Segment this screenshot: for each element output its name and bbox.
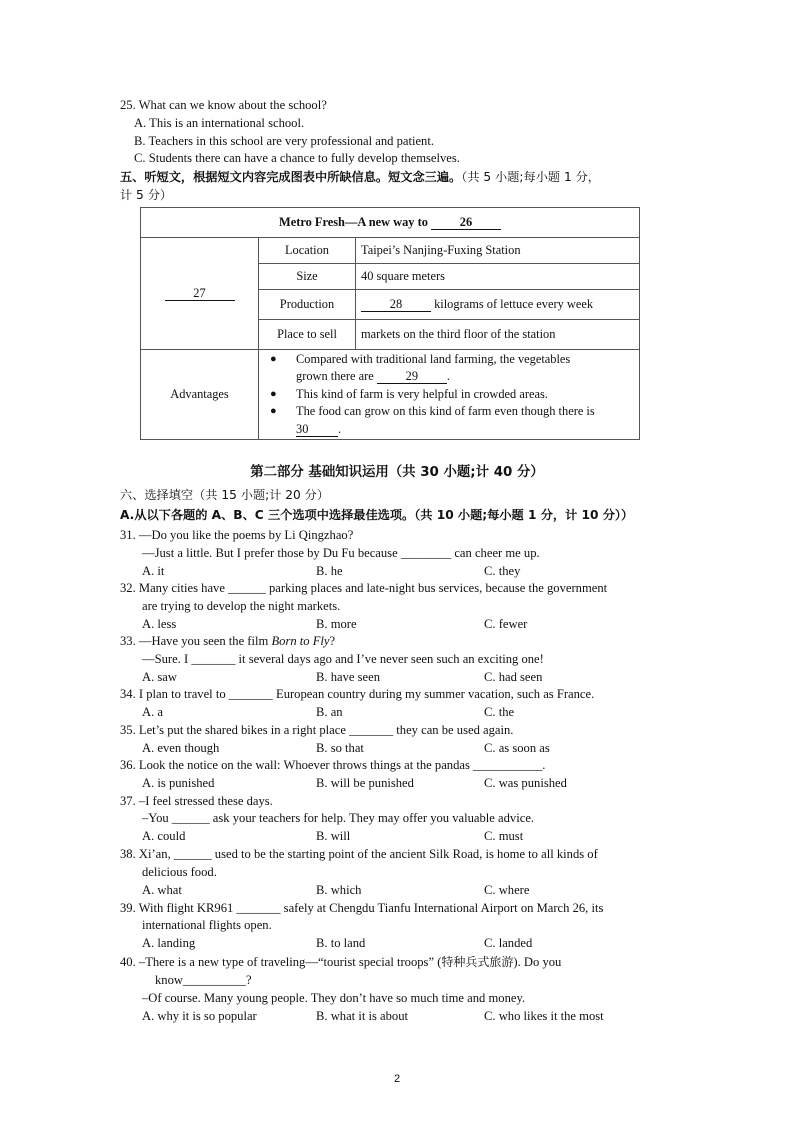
section6-heading: 六、选择填空（共 15 小题;计 20 分） (120, 488, 330, 502)
section5-meta-2: 计 5 分） (120, 188, 173, 202)
blank-27: 27 (165, 287, 235, 301)
q34-stem: 34. I plan to travel to _______ European country during my summer vacation, such as France. (120, 687, 595, 701)
page-number: 2 (393, 1073, 401, 1085)
section5-heading (120, 169, 600, 185)
q35-option-b: B. so that (316, 741, 364, 755)
q35-option-a: A. even though (142, 741, 220, 755)
q37-option-a: A. could (142, 829, 186, 843)
row-label-production: Production (259, 290, 356, 320)
q39-option-a: A. landing (142, 936, 196, 950)
q34-option-c: C. the (484, 705, 515, 719)
part2-title: 第二部分 基础知识运用（共 30 小题;计 40 分） (250, 465, 544, 480)
q31-stem: 31. —Do you like the poems by Li Qingzhao? (120, 528, 354, 542)
q39-option-b: B. to land (316, 936, 366, 950)
q32-stem: 32. Many cities have ______ parking places and late-night bus services, because the government (120, 581, 608, 595)
row-value-location: Taipei’s Nanjing-Fuxing Station (356, 238, 640, 264)
q40-option-c: C. who likes it the most (484, 1009, 604, 1023)
metro-fresh-table (140, 207, 640, 440)
q32-stem-2: are trying to develop the night markets. (142, 599, 341, 613)
q33-stem: 33. —Have you seen the film Born to Fly? (120, 634, 336, 648)
q31-option-a: A. it (142, 564, 165, 578)
row-value-size: 40 square meters (356, 264, 640, 290)
q33-option-b: B. have seen (316, 670, 380, 684)
q40-stem-3: –Of course. Many young people. They don’t have so much time and money. (142, 991, 526, 1005)
q37-stem-2: –You ______ ask your teachers for help. They may offer you valuable advice. (142, 811, 535, 825)
q40-option-b: B. what it is about (316, 1009, 408, 1023)
q37-option-c: C. must (484, 829, 524, 843)
q33-option-c: C. had seen (484, 670, 543, 684)
q35-stem: 35. Let’s put the shared bikes in a right place _______ they can be used again. (120, 723, 514, 737)
row-value-place: markets on the third floor of the station (356, 320, 640, 350)
film-title: Born to Fly (271, 634, 330, 648)
advantages-list (264, 351, 634, 439)
q32-option-a: A. less (142, 617, 177, 631)
q38-option-a: A. what (142, 883, 182, 897)
q36-stem: 36. Look the notice on the wall: Whoever throws things at the pandas ___________. (120, 758, 546, 772)
advantage-1: ● Compared with traditional land farming, the vegetables grown there are 29 . (270, 351, 571, 384)
q35-option-c: C. as soon as (484, 741, 550, 755)
q40-stem: 40. –There is a new type of traveling—“tourist special troops” (特种兵式旅游). Do you (120, 955, 562, 969)
q37-option-b: B. will (316, 829, 351, 843)
blank-26: 26 (431, 216, 501, 230)
advantages-label: Advantages (141, 350, 259, 440)
row-label-location: Location (259, 238, 356, 264)
section5-title: 五、听短文，根据短文内容完成图表中所缺信息。短文念三遍。 (120, 170, 462, 184)
q31-option-b: B. he (316, 564, 343, 578)
q38-option-b: B. which (316, 883, 362, 897)
q39-stem-2: international flights open. (142, 918, 272, 932)
q38-option-c: C. where (484, 883, 530, 897)
q39-option-c: C. landed (484, 936, 533, 950)
q33-stem-2: —Sure. I _______ it several days ago and I’ve never seen such an exciting one! (142, 652, 544, 666)
sectionA-heading: A.从以下各题的 A、B、C 三个选项中选择最佳选项。（共 10 小题;每小题 1 分，计 10 分）） (120, 508, 634, 522)
advantage-2: ● This kind of farm is very helpful in crowded areas. (264, 386, 634, 404)
blank-28: 28 (361, 298, 431, 312)
q37-stem: 37. –I feel stressed these days. (120, 794, 273, 808)
blank-29: 29 (377, 370, 447, 384)
q25-option-a: A. This is an international school. (134, 116, 305, 130)
q36-option-c: C. was punished (484, 776, 567, 790)
q33-option-a: A. saw (142, 670, 177, 684)
q32-option-b: B. more (316, 617, 357, 631)
q25-option-c: C. Students there can have a chance to fully develop themselves. (134, 151, 460, 165)
q36-option-a: A. is punished (142, 776, 215, 790)
blank-30: 30 (296, 423, 338, 437)
q39-stem: 39. With flight KR961 _______ safely at Chengdu Tianfu International Airport on March 26, its (120, 901, 604, 915)
advantage-3: ● The food can grow on this kind of farm even though there is 30 . (270, 404, 595, 436)
row-value-production: 28 kilograms of lettuce every week (356, 290, 640, 320)
q38-stem: 38. Xi’an, ______ used to be the starting point of the ancient Silk Road, is home to all kinds of (120, 847, 598, 861)
q25-stem: 25. What can we know about the school? (120, 98, 327, 112)
q40-stem-2: know__________? (155, 973, 252, 987)
row-label-size: Size (259, 264, 356, 290)
row-label-place: Place to sell (259, 320, 356, 350)
bullet-icon: ● (270, 352, 277, 365)
q36-option-b: B. will be punished (316, 776, 414, 790)
q32-option-c: C. fewer (484, 617, 528, 631)
q34-option-b: B. an (316, 705, 343, 719)
table-title: Metro Fresh—A new way to 26 (141, 208, 640, 238)
bullet-icon: ● (270, 405, 277, 418)
advantages-list-cell (259, 350, 640, 440)
q40-option-a: A. why it is so popular (142, 1009, 257, 1023)
blank-27-cell (141, 238, 259, 350)
bullet-icon: ● (270, 387, 277, 400)
q31-option-c: C. they (484, 564, 521, 578)
section5-meta-1: （共 5 小题;每小题 1 分， (461, 170, 600, 184)
q34-option-a: A. a (142, 705, 163, 719)
q38-stem-2: delicious food. (142, 865, 217, 879)
q31-stem-2: —Just a little. But I prefer those by Du Fu because ________ can cheer me up. (142, 546, 540, 560)
q25-option-b: B. Teachers in this school are very professional and patient. (134, 134, 434, 148)
